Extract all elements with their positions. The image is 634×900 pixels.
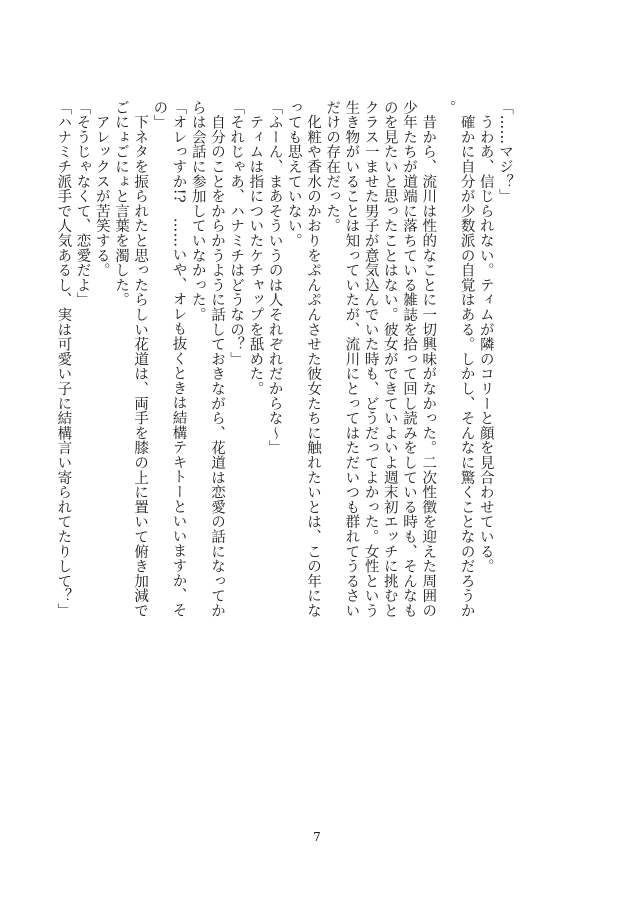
paragraph: 昔から、流川は性的なことに一切興味がなかった。二次性徴を迎えた周囲の少年たちが道端に落ちている雑誌を拾って回し読みをしている時も、そんなものを見たいと思ったことはない。彼女ができていよいよ週末初エッチに挑むとクラス一ませた男子が意気込んでいた時も、どうだってよかった。女性という生き物がいることは知っていたが、流川にとってはただいつも群れてうるさいだけの存在だった。 xyxy=(324,100,437,618)
page-number: 7 xyxy=(313,830,321,844)
paragraph: 「オレっすか!? ……いや、オレも抜くときは結構テキトーといいますか、その」 xyxy=(151,100,187,618)
paragraph: 化粧や香水のかおりをぷんぷんさせた彼女たちに触れたいとは、この年になっても思えていない。 xyxy=(285,100,321,618)
paragraph: 「ハナミチ派手で人気あるし、実は可愛い子に結構言い寄られてたりして？」 xyxy=(55,100,72,618)
paragraph: 自分のことをからかうように話しておきながら、花道は恋愛の話になってからは会話に参加していなかった。 xyxy=(189,100,225,618)
paragraph: 「そうじゃなくて、恋愛だよ」 xyxy=(74,100,91,308)
paragraph: 確かに自分が少数派の自覚はある。しかし、そんなに驚くことなのだろうか。 xyxy=(439,100,475,618)
vertical-text-body xyxy=(53,100,514,620)
paragraph: 「それじゃあ、ハナミチはどうなの？」 xyxy=(228,100,245,367)
paragraph: 下ネタを振られたと思ったらしい花道は、両手を膝の上に置いて俯き加減でごにょごにょと言葉を濁した。 xyxy=(112,100,149,618)
paragraph: うわあ、信じられない。ティムが隣のコリーと顔を見合わせている。 xyxy=(477,100,494,574)
paragraph: 「ふーん、まあそういうのは人それぞれだからな～」 xyxy=(266,100,283,456)
paragraph: アレックスが苦笑する。 xyxy=(93,100,110,278)
paragraph: ティムは指についたケチャップを舐めた。 xyxy=(247,100,264,396)
paragraph: 「……マジ？」 xyxy=(497,100,513,204)
